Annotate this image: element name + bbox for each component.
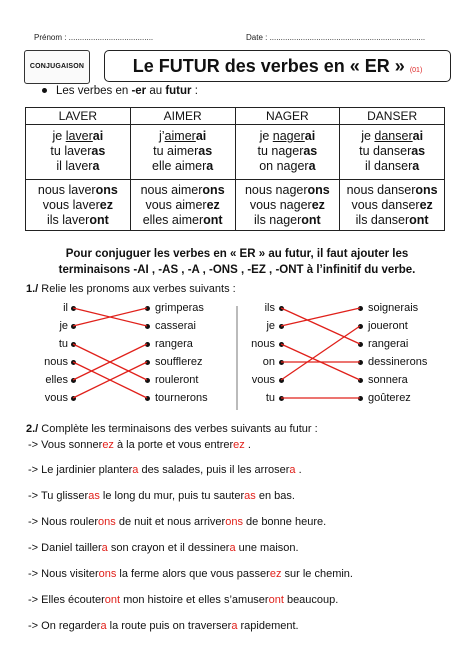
verb-ending: a — [206, 159, 214, 173]
sentence-line: -> Elles écouteront mon histoire et elles s’amuseront beaucoup. — [28, 594, 339, 606]
conjugation-line: elle aimera — [152, 159, 214, 173]
title-code: (01) — [409, 67, 423, 74]
pronoun-label: tu — [265, 392, 275, 404]
verb-ending: ai — [412, 129, 424, 143]
sentence-line: -> Nous visiterons la ferme alors que vous passerez sur le chemin. — [28, 568, 353, 580]
answer-ending[interactable]: ons — [98, 568, 117, 580]
conjugation-line: tu laveras — [50, 144, 106, 158]
rule-line-1: Pour conjuguer les verbes en « ER » au futur, il faut ajouter les — [65, 248, 409, 260]
verb-label: grimperas — [155, 302, 204, 314]
pronoun-label: tu — [58, 338, 68, 350]
pronoun-label: elles — [45, 374, 68, 386]
pronoun-label: nous — [251, 338, 275, 350]
conjugation-line: vous nagerez — [249, 198, 325, 212]
answer-ending[interactable]: a — [132, 464, 139, 476]
pronoun-label: il — [63, 302, 68, 314]
pronoun-label: ils — [264, 302, 275, 314]
verb-ending: ont — [301, 213, 321, 227]
answer-ending[interactable]: a — [231, 620, 238, 632]
verb-ending: as — [198, 144, 213, 158]
verb-stem: aimer — [164, 129, 196, 143]
verb-ending: ez — [206, 198, 220, 212]
logo-text: CONJUGAISON — [29, 63, 85, 70]
col-header: DANSER — [340, 108, 445, 125]
conjugation-line: nous danserons — [346, 183, 438, 197]
exercise-1-title: 1./ Relie les pronoms aux verbes suivants : — [26, 283, 236, 295]
conjugation-line: on nagera — [259, 159, 316, 173]
answer-line — [281, 326, 360, 380]
conjugation-line: tu danseras — [359, 144, 426, 158]
conjugation-line: nous laverons — [37, 183, 118, 197]
answer-ending[interactable]: a — [101, 542, 108, 554]
verb-ending: ez — [419, 198, 433, 212]
verb-ending: ai — [304, 129, 316, 143]
conjugation-line: nous aimerons — [140, 183, 225, 197]
conjugation-line: elles aimeront — [142, 213, 223, 227]
conjugation-line: tu aimeras — [153, 144, 213, 158]
title-text: Le FUTUR des verbes en « ER » — [132, 56, 405, 76]
verb-stem: laver — [65, 129, 93, 143]
answer-ending[interactable]: ons — [98, 516, 116, 528]
pronoun-label: je — [266, 320, 275, 332]
exercise-2-title: 2./ Complète les terminaisons des verbes suivants au futur : — [26, 423, 318, 435]
date-field[interactable]: Date : ...................................................................... — [246, 33, 426, 42]
conjugation-line: vous danserez — [351, 198, 433, 212]
conjugation-line: il lavera — [56, 159, 100, 173]
answer-ending[interactable]: ont — [268, 594, 284, 606]
answer-ending[interactable]: as — [244, 490, 256, 502]
col-header: AIMER — [130, 108, 235, 125]
answer-ending[interactable]: ez — [269, 568, 282, 580]
answer-ending[interactable]: a — [100, 620, 107, 632]
verb-label: goûterez — [368, 392, 411, 404]
verb-ending: ai — [195, 129, 207, 143]
verb-stem: danser — [374, 129, 413, 143]
conjugation-line: il dansera — [365, 159, 420, 173]
pronoun-label: on — [262, 356, 275, 368]
verb-ending: ez — [99, 198, 113, 212]
intro-line: Les verbes en -er au futur : — [42, 85, 198, 97]
verb-ending: ons — [202, 183, 225, 197]
first-name-field[interactable]: Prénom : ...................................... — [34, 33, 154, 42]
conjugation-line: nous nagerons — [244, 183, 330, 197]
verb-label: tournerons — [155, 392, 208, 404]
col-header: LAVER — [26, 108, 131, 125]
answer-ending[interactable]: ez — [233, 439, 245, 451]
verb-label: dessinerons — [368, 356, 428, 368]
conjugation-line: vous laverez — [42, 198, 113, 212]
conjugation-line: je nagerai — [259, 129, 316, 143]
conjugation-line: ils danseront — [355, 213, 429, 227]
conjugation-line: j’aimerai — [158, 129, 207, 143]
verb-label: joueront — [368, 320, 408, 332]
answer-ending[interactable]: ons — [225, 516, 243, 528]
verb-ending: as — [411, 144, 426, 158]
pronoun-label: vous — [251, 374, 275, 386]
verb-ending: ont — [203, 213, 223, 227]
answer-ending[interactable]: as — [88, 490, 100, 502]
conjugation-line: je danserai — [361, 129, 424, 143]
sentence-line: -> Daniel taillera son crayon et il dessinera une maison. — [28, 542, 299, 554]
verb-label: sonnera — [368, 374, 408, 386]
answer-ending[interactable]: a — [289, 464, 296, 476]
pronoun-label: nous — [44, 356, 68, 368]
sentence-line: -> On regardera la route puis on traversera rapidement. — [28, 620, 299, 632]
verb-ending: ons — [307, 183, 330, 197]
verb-label: rangera — [155, 338, 193, 350]
sentence-line: -> Nous roulerons de nuit et nous arriverons de bonne heure. — [28, 516, 327, 528]
sentence-line: -> Tu glisseras le long du mur, puis tu sauteras en bas. — [28, 490, 295, 502]
answer-ending[interactable]: ez — [102, 439, 114, 451]
conjugation-line: ils nageront — [254, 213, 321, 227]
sentence-line: -> Vous sonnerez à la porte et vous entrerez . — [28, 439, 251, 451]
verb-ending: a — [412, 159, 420, 173]
verb-label: rangerai — [368, 338, 409, 350]
verb-ending: ons — [95, 183, 118, 197]
conjugation-line: tu nageras — [257, 144, 318, 158]
verb-label: casserai — [155, 320, 196, 332]
conjugation-line: ils laveront — [46, 213, 109, 227]
pronoun-label: je — [59, 320, 68, 332]
verb-ending: ai — [92, 129, 104, 143]
verb-ending: a — [308, 159, 316, 173]
verb-ending: ont — [89, 213, 109, 227]
verb-ending: as — [91, 144, 106, 158]
verb-label: soignerais — [368, 302, 419, 314]
verb-ending: a — [92, 159, 100, 173]
verb-ending: ez — [311, 198, 325, 212]
answer-ending[interactable]: ont — [104, 594, 121, 606]
pronoun-label: vous — [44, 392, 68, 404]
verb-label: rouleront — [155, 374, 199, 386]
answer-line — [281, 308, 360, 344]
verb-ending: ons — [415, 183, 438, 197]
answer-line — [281, 308, 360, 326]
sentence-line: -> Le jardinier plantera des salades, puis il les arrosera . — [28, 464, 302, 476]
verb-label: soufflerez — [155, 356, 203, 368]
col-header: NAGER — [235, 108, 340, 125]
rule-line-2: terminaisons -AI , -AS , -A , -ONS , -EZ , -ONT à l’infinitif du verbe. — [58, 264, 416, 276]
verb-ending: ont — [409, 213, 429, 227]
answer-ending[interactable]: a — [229, 542, 236, 554]
conjugation-line: je laverai — [52, 129, 104, 143]
conjugation-line: vous aimerez — [145, 198, 220, 212]
verb-ending: as — [303, 144, 318, 158]
verb-stem: nager — [272, 129, 305, 143]
